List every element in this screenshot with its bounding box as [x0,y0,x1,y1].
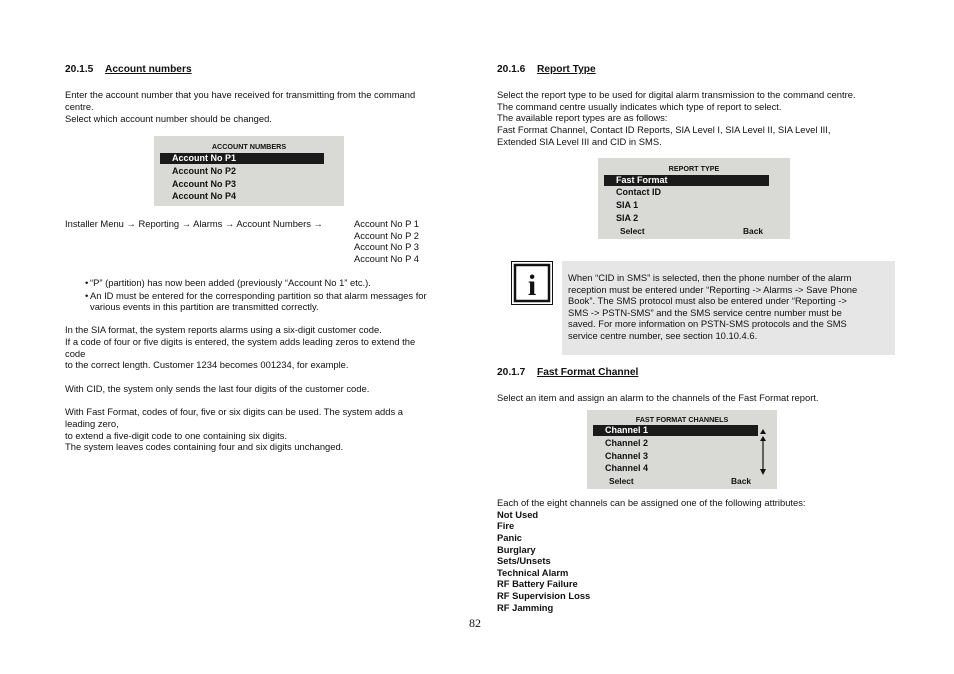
lcd-softkey-select: Select [620,226,645,236]
paragraph: Select which account number should be changed. [65,113,272,124]
lcd-softkey-select: Select [609,476,634,486]
paragraph: leading zero, [65,418,119,429]
info-line: SMS -> PSTN-SMS” and the SMS service centre number must be [568,307,842,318]
scroll-arrows-icon [759,429,767,475]
lcd-fast-format-channels [587,410,777,489]
lcd-title: ACCOUNT NUMBERS [211,142,287,151]
paragraph: If a code of four or five digits is entered, the system adds leading zeros to extend the [65,336,416,347]
lcd-row: SIA 2 [616,213,639,223]
section-heading-account-numbers [65,64,192,76]
attribute-item: RF Battery Failure [497,578,578,589]
paragraph: Fast Format Channel, Contact ID Reports, SIA Level I, SIA Level II, SIA Level III, [497,124,831,135]
paragraph: Select the report type to be used for digital alarm transmission to the command centre. [497,89,856,100]
menu-path-item: Account No P 3 [354,241,419,252]
attribute-item: Technical Alarm [497,567,569,578]
section-heading-fast-format-channel [497,367,638,379]
page-number: 82 [469,616,481,630]
info-note [562,261,895,355]
attribute-item: Not Used [497,509,539,520]
bullet-text: various events in this partition are transmitted correctly. [90,301,319,312]
attribute-item: Panic [497,532,523,543]
paragraph: centre. [65,101,94,112]
attribute-item: Burglary [497,544,536,555]
lcd-row: Contact ID [616,187,661,197]
paragraph: Enter the account number that you have received for transmitting from the command [65,89,416,100]
bullet-text: An ID must be entered for the corresponding partition so that alarm messages for [90,290,427,301]
bullet-dot-icon: • [85,277,89,288]
paragraph: With Fast Format, codes of four, five or six digits can be used. The system adds a [65,406,403,417]
lcd-row: Account No P4 [172,191,237,201]
menu-path-item: Account No P 4 [354,253,419,264]
info-line: reception must be entered under “Reporting -> Alarms -> Save Phone [568,284,858,295]
lcd-row: Channel 4 [605,463,649,473]
paragraph: The command centre usually indicates which type of report to select. [497,101,782,112]
menu-path: Installer Menu → Reporting → Alarms → Account Numbers → [65,218,323,229]
lcd-row: Channel 2 [605,438,649,448]
paragraph: With CID, the system only sends the last four digits of the customer code. [65,383,370,394]
paragraph: In the SIA format, the system reports alarms using a six-digit customer code. [65,324,382,335]
paragraph: to extend a five-digit code to one containing six digits. [65,430,288,441]
menu-path-item: Account No P 1 [354,218,419,229]
section-heading-report-type [497,64,596,76]
bullet-dot-icon: • [85,290,89,301]
lcd-row: Account No P2 [172,166,237,176]
bullet-text: “P” (partition) has now been added (previously “Account No 1” etc.). [90,277,371,288]
lcd-title: REPORT TYPE [668,164,720,173]
paragraph: The system leaves codes containing four and six digits unchanged. [65,441,344,452]
lcd-row: SIA 1 [616,200,639,210]
section-number: 20.1.5 [65,64,94,75]
section-title: Report Type [537,64,596,75]
section-title: Account numbers [105,64,192,75]
paragraph: to the correct length. Customer 1234 becomes 001234, for example. [65,359,349,370]
lcd-report-type [598,158,790,239]
attribute-item: Fire [497,520,515,531]
attribute-item: Sets/Unsets [497,555,551,566]
paragraph: Each of the eight channels can be assigned one of the following attributes: [497,497,806,508]
section-number: 20.1.7 [497,367,526,378]
lcd-row: Account No P3 [172,179,237,189]
info-line: Book”. The SMS protocol must also be entered under “Reporting -> [568,295,847,306]
paragraph: Select an item and assign an alarm to the channels of the Fast Format report. [497,392,819,403]
svg-text:i: i [527,269,537,302]
lcd-row-selected: Fast Format [604,175,769,186]
lcd-title: FAST FORMAT CHANNELS [635,415,729,424]
lcd-softkey-back: Back [731,476,752,486]
lcd-row-selected: Channel 1 [593,425,758,436]
paragraph: Extended SIA Level III and CID in SMS. [497,136,662,147]
lcd-softkey-back: Back [743,226,764,236]
information-icon [511,261,553,305]
lcd-row-selected: Account No P1 [160,153,324,164]
menu-path-item: Account No P 2 [354,230,419,241]
attribute-item: RF Supervision Loss [497,590,591,601]
section-title: Fast Format Channel [537,367,639,378]
info-line: service centre number, see section 10.10.4.6. [568,330,758,341]
info-line: When “CID in SMS” is selected, then the phone number of the alarm [568,272,852,283]
info-line: saved. For more information on PSTN-SMS protocols and the SMS [568,318,847,329]
attribute-item: RF Jamming [497,602,554,613]
lcd-account-numbers [154,136,344,206]
lcd-row: Channel 3 [605,451,649,461]
paragraph: The available report types are as follows: [497,112,668,123]
paragraph: code [65,348,86,359]
section-number: 20.1.6 [497,64,526,75]
